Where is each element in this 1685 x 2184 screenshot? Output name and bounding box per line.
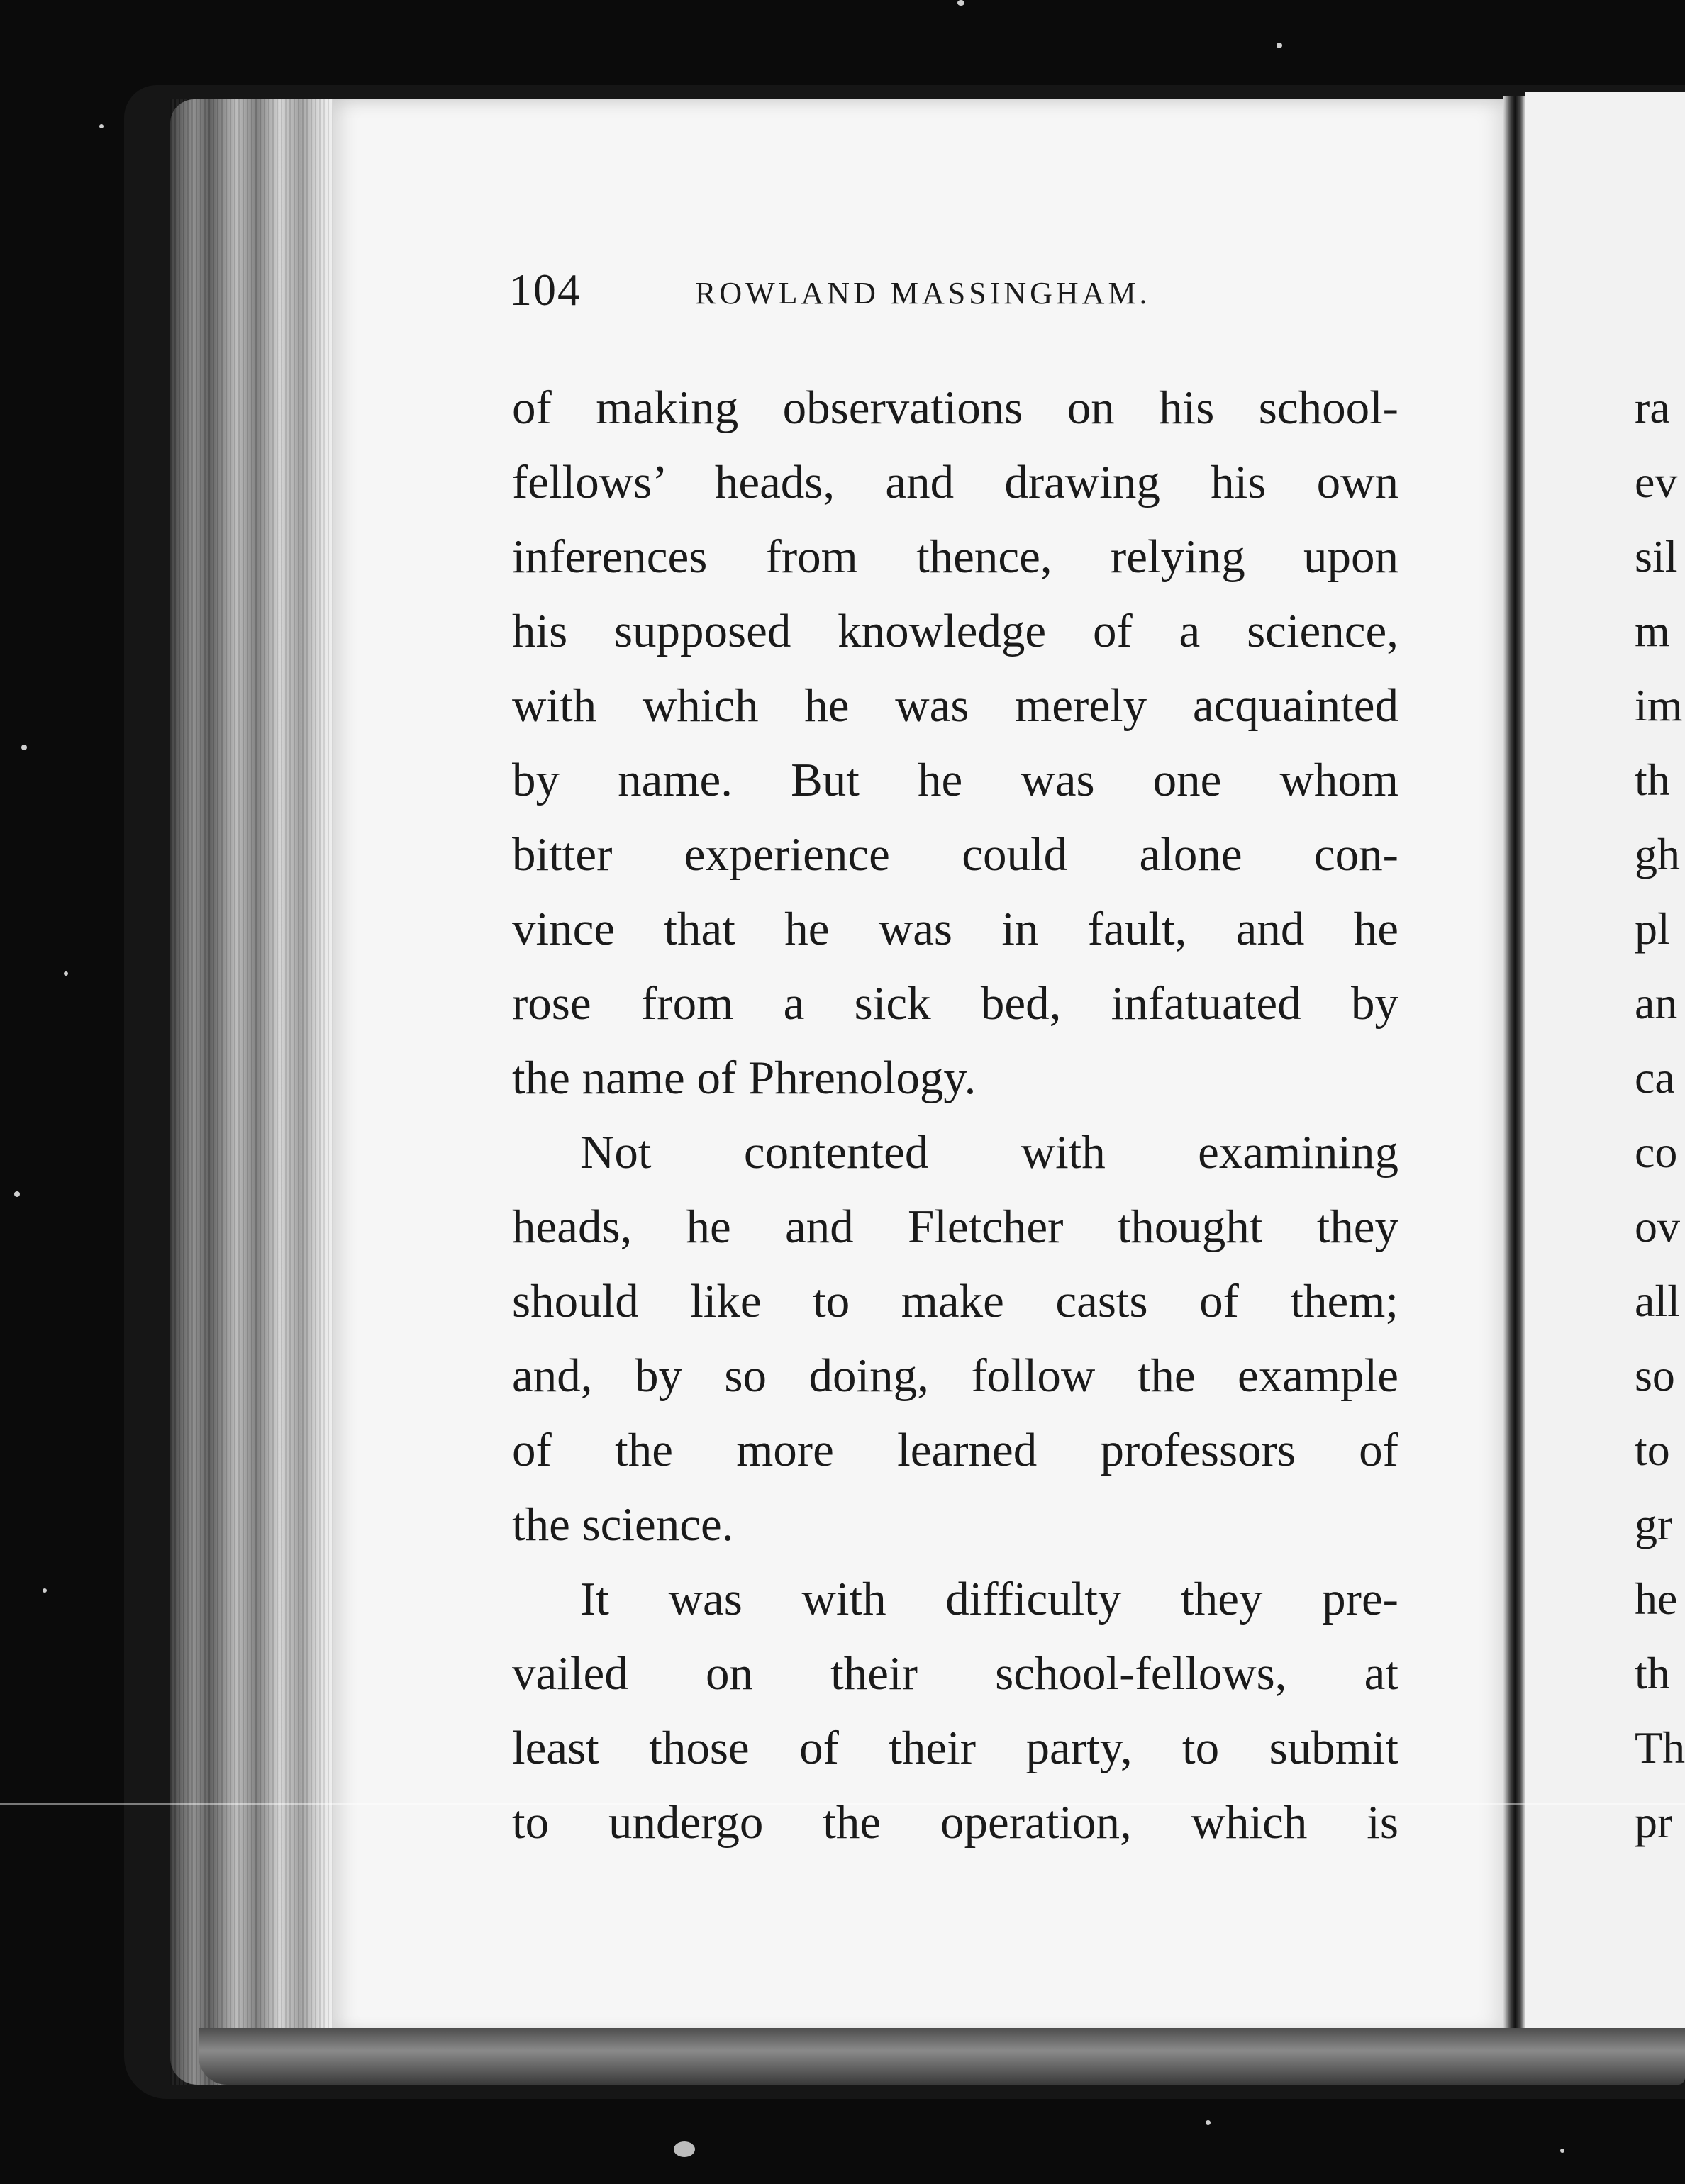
body-line: of the more learned professors of (512, 1424, 1398, 1476)
body-line: the science. (512, 1498, 734, 1551)
right-page-fragment: th (1635, 754, 1670, 805)
right-page-fragment: ca (1635, 1052, 1675, 1103)
right-page-fragment: gr (1635, 1499, 1673, 1549)
scan-streak (0, 1803, 1685, 1805)
right-page-fragment: m (1635, 606, 1670, 656)
right-page-fragment: im (1635, 680, 1683, 730)
right-page-fragment: ov (1635, 1201, 1680, 1252)
right-page-fragment: Th (1635, 1722, 1685, 1773)
scan-speck (14, 1191, 20, 1197)
body-line: his supposed knowledge of a science, (512, 605, 1398, 657)
running-head (509, 264, 1431, 328)
scan-speck (1206, 2120, 1211, 2125)
right-page-fragment: ra (1635, 382, 1670, 433)
right-page-fragment: so (1635, 1350, 1675, 1400)
body-line: with which he was merely acquainted (512, 679, 1398, 732)
right-page-fragment: gh (1635, 829, 1680, 879)
right-page-fragment: th (1635, 1648, 1670, 1698)
body-line: rose from a sick bed, infatuated by (512, 977, 1398, 1030)
body-line: least those of their party, to submit (512, 1722, 1398, 1774)
right-page-fragment: to (1635, 1425, 1670, 1475)
right-page-fragment: an (1635, 978, 1678, 1028)
body-line: should like to make casts of them; (512, 1275, 1398, 1327)
scan-speck (99, 124, 104, 128)
body-line: bitter experience could alone con- (512, 828, 1398, 881)
body-line: It was with difficulty they pre- (580, 1573, 1398, 1625)
scan-speck (957, 0, 964, 6)
scan-speck (64, 971, 68, 976)
page-number: 104 (509, 264, 582, 315)
right-page-fragment: ev (1635, 457, 1678, 507)
right-page-fragment: pl (1635, 903, 1670, 954)
book-gutter (1503, 96, 1525, 2060)
body-line: fellows’ heads, and drawing his own (512, 456, 1398, 508)
body-line: by name. But he was one whom (512, 754, 1398, 806)
right-page-fragment: he (1635, 1573, 1678, 1624)
body-line: heads, he and Fletcher thought they (512, 1200, 1398, 1253)
body-line: and, by so doing, follow the example (512, 1349, 1398, 1402)
body-line: of making observations on his school- (512, 381, 1398, 434)
right-page-fragment: all (1635, 1276, 1680, 1326)
body-line: to undergo the operation, which is (512, 1796, 1398, 1849)
body-line: the name of Phrenology. (512, 1052, 977, 1104)
scan-speck (1560, 2149, 1564, 2153)
page-bottom-edge (199, 2028, 1685, 2085)
running-title: ROWLAND MASSINGHAM. (695, 276, 1151, 311)
scan-speck (21, 745, 27, 750)
body-line: inferences from thence, relying upon (512, 530, 1398, 583)
right-page-fragment: pr (1635, 1797, 1673, 1847)
body-line: vailed on their school-fellows, at (512, 1647, 1398, 1700)
body-line: vince that he was in fault, and he (512, 903, 1398, 955)
scan-speck (43, 1588, 47, 1593)
scan-speck (1277, 43, 1282, 48)
right-page-fragment: co (1635, 1127, 1678, 1177)
page-edges (170, 99, 337, 2085)
scan-speck (674, 2141, 695, 2157)
right-page-fragment: sil (1635, 531, 1678, 581)
body-line: Not contented with examining (580, 1126, 1398, 1179)
